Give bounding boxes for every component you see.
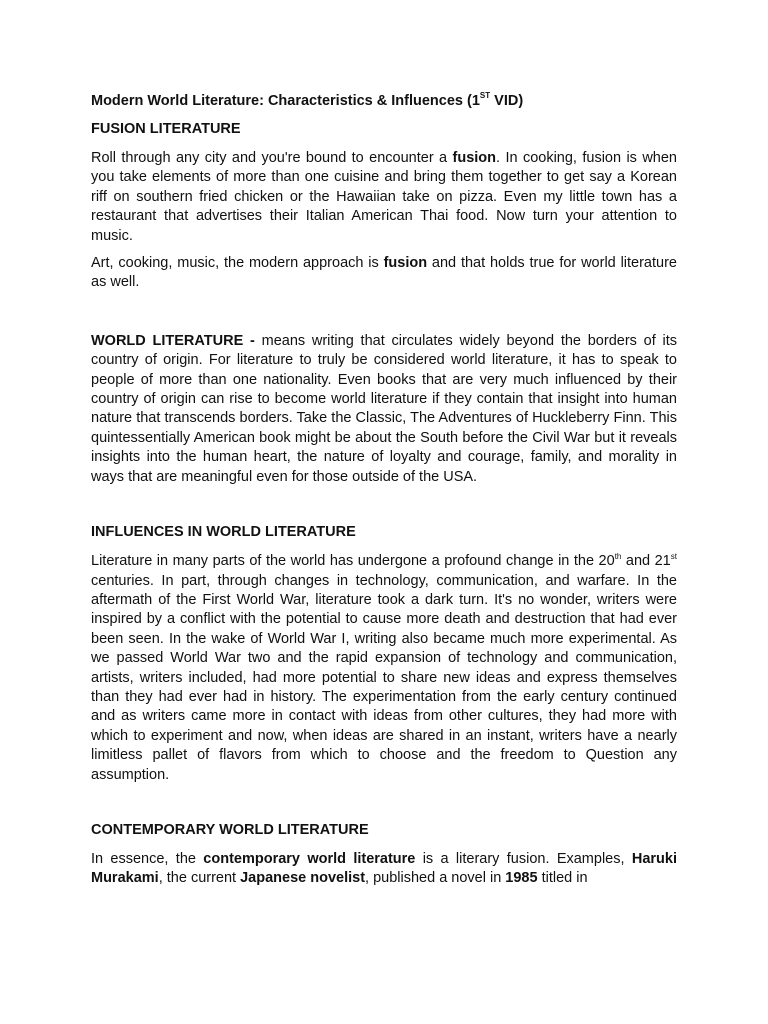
paragraph-influences (91, 552, 677, 785)
paragraph-world-literature (91, 332, 677, 487)
bold-term-year: 1985 (505, 870, 538, 887)
paragraph-contemporary (91, 850, 677, 889)
spacer (91, 301, 677, 332)
heading-contemporary: CONTEMPORARY WORLD LITERATURE (91, 821, 369, 838)
text-run: , the current (158, 870, 241, 887)
title-superscript: ST (479, 91, 491, 101)
paragraph-fusion-intro (91, 149, 677, 246)
bold-term-fusion: fusion (383, 255, 428, 272)
bold-term: Japanese novelist (240, 870, 366, 887)
bold-term-author: Haruki Murakami (91, 850, 677, 887)
text-run: and that holds true for world literature as well. (91, 255, 677, 291)
text-run: means writing that circulates widely beyond the borders of its country of origin. For literature to truly be considered world literature, it has to speak to people of more than one nationality. Even books that are very much influenced by their country of origin can rise to become world literature if they contain that insight into human nature that transcends borders. Take the Classic, The Adventures of Huckleberry Finn. This quintessentially American book might be about the South before the Civil War but it reveals insights into the human heart, the nature of loyalty and courage, family, and morality in ways that are meaningful even for those outside of the USA. (91, 332, 677, 485)
text-run: titled in (537, 870, 588, 887)
spacer (91, 793, 677, 821)
bold-term-world-literature: WORLD LITERATURE - (91, 332, 255, 349)
title-main: Modern World Literature: Characteristics & Influences (1 (91, 93, 480, 109)
superscript: st (670, 552, 677, 562)
text-run: is a literary fusion. Examples, (415, 850, 632, 867)
paragraph-fusion-approach (91, 254, 677, 293)
title-end: VID) (490, 93, 524, 109)
spacer (91, 495, 677, 523)
heading-fusion-literature: FUSION LITERATURE (91, 121, 241, 137)
document-title (91, 92, 677, 111)
document-page (91, 92, 677, 897)
text-run: Literature in many parts of the world has undergone a profound change in the 20 (91, 553, 615, 570)
bold-term: contemporary world literature (203, 850, 416, 867)
superscript: th (614, 552, 622, 562)
text-run: Roll through any city and you're bound to encounter a (91, 150, 453, 166)
bold-term-fusion: fusion (452, 150, 497, 166)
text-run: and 21 (621, 553, 671, 570)
text-run: Art, cooking, music, the modern approach is (91, 255, 384, 272)
text-run: . In cooking, fusion is when you take elements of more than one cuisine and bring them together to get say a Korean riff on southern fried chicken or the Hawaiian take on pizza. Even my little town has a restaurant that advertises their Italian American Thai food. Now turn your attention to music. (91, 150, 677, 244)
heading-influences: INFLUENCES IN WORLD LITERATURE (91, 524, 356, 541)
text-run: , published a novel in (365, 870, 506, 887)
text-run: centuries. In part, through changes in technology, communication, and warfare. In the aftermath of the First World War, literature took a dark turn. It's no wonder, writers were inspired by a conflict with the potential to cause more death and destruction that had ever been seen. In the wake of World War I, writing also became much more experimental. As we passed World War two and the rapid expansion of technology and communication, artists, writers included, had more potential to share new ideas and express themselves than they had ever had in history. The experimentation from the early century continued and as writers came more in contact with ideas from other cultures, they had more with which to experiment and now, when ideas are shared in an instant, writers have a nearly limitless pallet of flavors from which to choose and the freedom to Question any assumption. (91, 572, 677, 783)
text-run: In essence, the (91, 850, 204, 867)
